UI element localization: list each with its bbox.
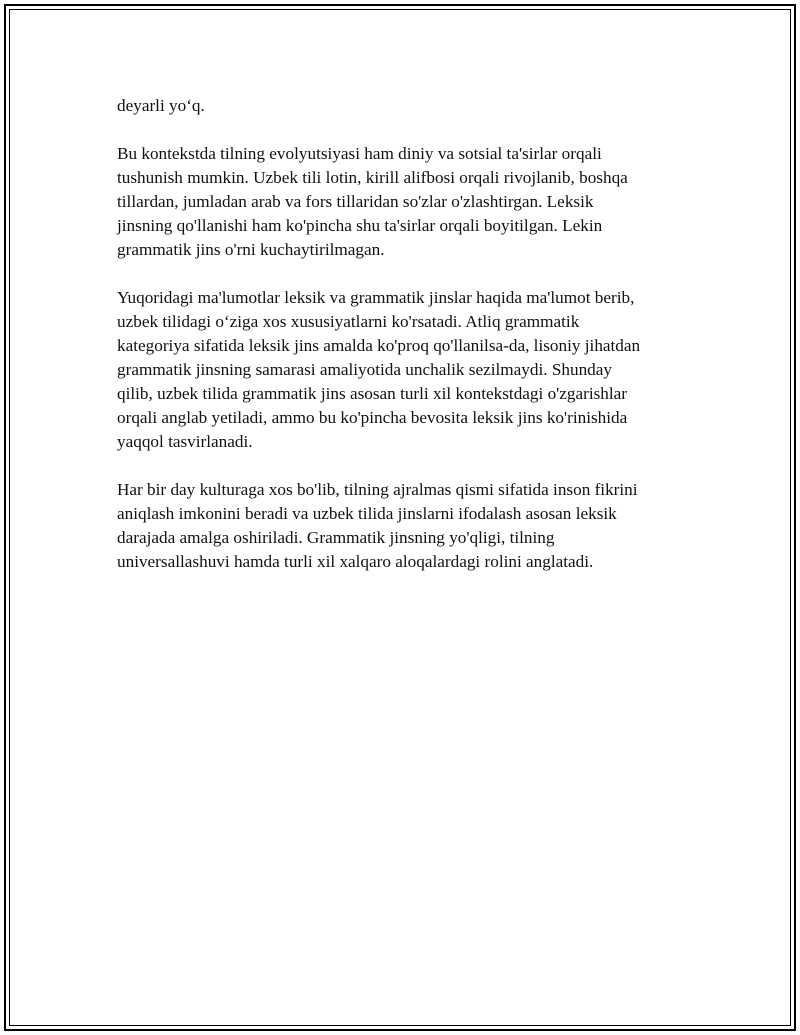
text-line: kategoriya sifatida leksik jins amalda ko'proq qo'llanilsa-da, lisoniy jihatdan [117, 336, 641, 355]
text-line: aniqlash imkonini beradi va uzbek tilida jinslarni ifodalash asosan leksik [117, 504, 617, 523]
text-line: universallashuvi hamda turli xil xalqaro aloqalardagi rolini anglatadi. [117, 552, 594, 571]
text-line: Yuqoridagi ma'lumotlar leksik va grammatik jinslar haqida ma'lumot berib, [117, 288, 635, 307]
text-line: tushunish mumkin. Uzbek tili lotin, kirill alifbosi orqali rivojlanib, boshqa [117, 168, 628, 187]
document-body [117, 94, 697, 598]
paragraph-4 [117, 478, 697, 574]
text-line: Bu kontekstda tilning evolyutsiyasi ham diniy va sotsial ta'sirlar orqali [117, 144, 602, 163]
text-line: jinsning qo'llanishi ham ko'pincha shu ta'sirlar orqali boyitilgan. Lekin [117, 216, 603, 235]
paragraph-3 [117, 286, 697, 454]
text-line: grammatik jinsning samarasi amaliyotida unchalik sezilmaydi. Shunday [117, 360, 612, 379]
text-line: orqali anglab yetiladi, ammo bu ko'pincha bevosita leksik jins ko'rinishida [117, 408, 628, 427]
text-line: Har bir day kulturaga xos bo'lib, tilning ajralmas qismi sifatida inson fikrini [117, 480, 638, 499]
text-line: tillardan, jumladan arab va fors tillaridan so'zlar o'zlashtirgan. Leksik [117, 192, 594, 211]
paragraph-1 [117, 94, 697, 118]
text-line: grammatik jins o'rni kuchaytirilmagan. [117, 240, 385, 259]
text-line: uzbek tilidagi o‘ziga xos xususiyatlarni ko'rsatadi. Atliq grammatik [117, 312, 580, 331]
text-line: qilib, uzbek tilida grammatik jins asosan turli xil kontekstdagi o'zgarishlar [117, 384, 628, 403]
text-line: deyarli yo‘q. [117, 96, 205, 115]
paragraph-2 [117, 142, 697, 262]
text-line: darajada amalga oshiriladi. Grammatik jinsning yo'qligi, tilning [117, 528, 555, 547]
text-line: yaqqol tasvirlanadi. [117, 432, 253, 451]
